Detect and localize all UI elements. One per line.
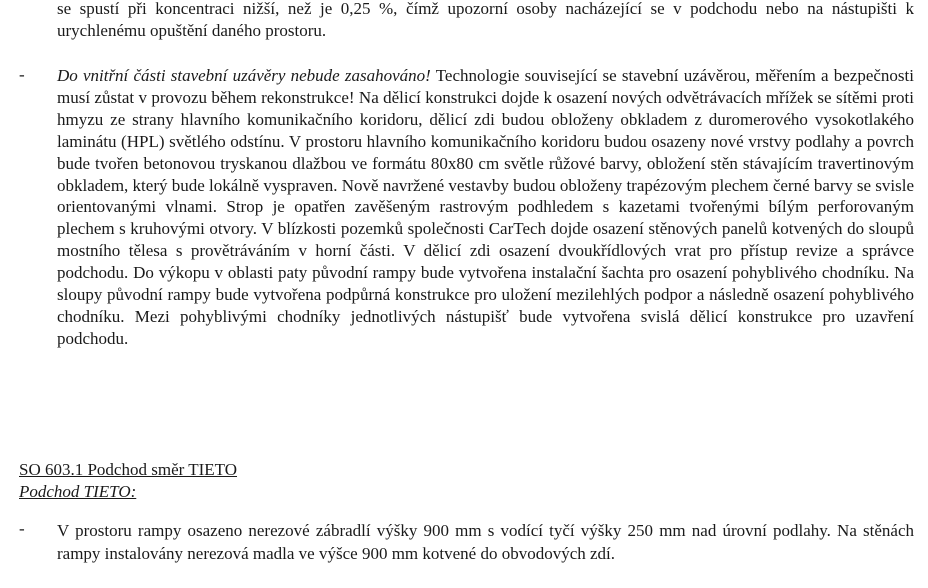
bullet-paragraph-1 bbox=[57, 65, 914, 350]
bullet-marker: - bbox=[19, 519, 25, 538]
continuation-paragraph: se spustí při koncentraci nižší, než je 0,25 %, čímž upozorní osoby nacházející se v podchodu nebo na nástupišti k urychlenému opuštění daného prostoru. bbox=[57, 0, 914, 40]
bullet-1-italic-lead: Do vnitřní části stavební uzávěry nebude zasahováno! bbox=[57, 66, 431, 85]
subsection-heading: Podchod TIETO: bbox=[19, 482, 137, 501]
bullet-marker: - bbox=[19, 65, 25, 84]
bullet-paragraph-2: V prostoru rampy osazeno nerezové zábradlí výšky 900 mm s vodící tyčí výšky 250 mm nad úrovní podlahy. Na stěnách rampy instalovány nerezová madla ve výšce 900 mm kotvené do obvodových zdí. bbox=[57, 521, 914, 563]
bullet-1-body: Technologie související se stavební uzávěrou, měřením a bezpečnosti musí zůstat v provozu během rekonstrukce! Na dělicí konstrukci dojde k osazení nových odvětrávacích mřížek se sítěmi proti hmyzu ze strany hlavního komunikačního koridoru, dělicí zdi budou obloženy obkladem z duromerového vysokotlakého laminátu (HPL) světlého odstínu. V prostoru hlavního komunikačního koridoru budou osazeny nové vrstvy podlahy a povrch bude tvořen betonovou tryskanou dlažbou ve formátu 80x80 cm světle růžové barvy, obložení stěn stávajícím travertinovým obkladem, který bude lokálně vyspraven. Nově navržené vestavby budou obloženy trapézovým plechem černé barvy se svisle orientovanými vlnami. Strop je opatřen zavěšeným rastrovým podhledem s kazetami tvořenými bílým perforovaným plechem s kruhovými otvory. V blízkosti pozemků společnosti CarTech dojde osazení stěnových panelů kotvených do sloupů mostního tělesa s provětráváním v horní části. V dělicí zdi osazení dvoukřídlových vrat pro přístup revize a správce podchodu. Do výkopu v oblasti paty původní rampy bude vytvořena instalační šachta pro osazení pohyblivého chodníku. Na sloupy původní rampy bude vytvořena podpůrná konstrukce pro uložení mezilehlých podpor a následně osazení pohyblivého chodníku. Mezi pohyblivými chodníky jednotlivých nástupišť bude vytvořena svislá dělicí konstrukce pro uzavření podchodu. bbox=[57, 66, 914, 348]
section-heading: SO 603.1 Podchod směr TIETO bbox=[19, 460, 238, 479]
